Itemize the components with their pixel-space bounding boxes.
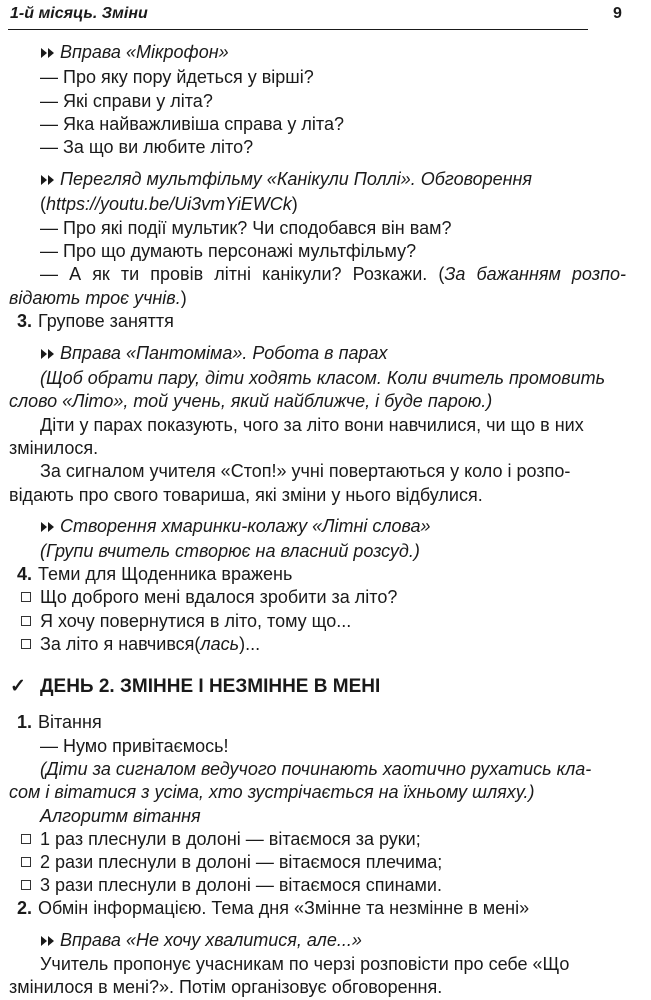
running-header-chapter: 1-й місяць. Зміни	[10, 5, 148, 22]
list-item: 2 рази плеснули в долоні — вітаємося плечима;	[21, 851, 442, 874]
checkbox-square-icon	[21, 857, 31, 867]
double-arrow-icon	[40, 516, 60, 539]
section-item-2: 2. Обмін інформацією. Тема дня «Змінне та незмінне в мені»	[17, 898, 530, 918]
list-item: 3 рази плеснули в долоні — вітаємося спинами.	[21, 874, 442, 897]
question-line: — За що ви любите літо?	[40, 137, 254, 157]
exercise-heading-film: Перегляд мультфільму «Канікули Поллі». Обговорення	[40, 168, 532, 191]
paragraph-line: змінилося.	[9, 438, 99, 458]
checkbox-square-icon	[21, 880, 31, 890]
header-rule	[8, 29, 588, 30]
video-link-line: (https://youtu.be/Ui3vmYiEWCk)	[40, 194, 298, 214]
instruction-line: сом і вітатися з усіма, хто зустрічається на їхньому шляху.)	[9, 782, 535, 802]
list-item: Я хочу повернутися в літо, тому що...	[21, 610, 351, 633]
checkbox-square-icon	[21, 639, 31, 649]
subheading: Алгоритм вітання	[40, 806, 201, 826]
instruction-line: (Щоб обрати пару, діти ходять класом. Коли вчитель промовить	[40, 368, 606, 388]
instruction-line: слово «Літо», той учень, який найближче, і буде парою.)	[9, 391, 493, 411]
section-item-1: 1. Вітання	[17, 712, 102, 732]
paragraph-line: За сигналом учителя «Стоп!» учні повертаються у коло і розпо-	[40, 461, 571, 481]
question-line-continued: відають троє учнів.)	[9, 288, 187, 308]
instruction-line: (Діти за сигналом ведучого починають хаотично рухатись кла-	[40, 759, 592, 779]
double-arrow-icon	[40, 169, 60, 192]
paragraph-line: відають про свого товариша, які зміни у нього відбулися.	[9, 485, 483, 505]
checkmark-icon: ✓	[10, 676, 26, 697]
exercise-heading-pantomime: Вправа «Пантоміма». Робота в парах	[40, 342, 388, 365]
section-item-4: 4. Теми для Щоденника вражень	[17, 564, 293, 584]
list-item: Що доброго мені вдалося зробити за літо?	[21, 586, 397, 609]
instruction-line: (Групи вчитель створює на власний розсуд.)	[40, 541, 420, 561]
paragraph-line: Учитель пропонує учасникам по черзі розповісти про себе «Що	[40, 954, 570, 974]
list-item: 1 раз плеснули в долоні — вітаємося за руки;	[21, 828, 421, 851]
question-line: — Які справи у літа?	[40, 91, 213, 111]
question-line: — А як ти провів літні канікули? Розкажи. (За бажанням розпо-	[40, 264, 626, 284]
exercise-heading-brag: Вправа «Не хочу хвалитися, але...»	[40, 929, 362, 952]
double-arrow-icon	[40, 42, 60, 65]
video-link[interactable]: https://youtu.be/Ui3vmYiEWCk	[46, 194, 292, 214]
day-heading: ✓ ДЕНЬ 2. ЗМІННЕ І НЕЗМІННЕ В МЕНІ	[10, 676, 381, 697]
question-line: — Про яку пору йдеться у вірші?	[40, 67, 314, 87]
list-item: За літо я навчився(лась)...	[21, 633, 260, 656]
page-number: 9	[613, 5, 622, 22]
checkbox-square-icon	[21, 834, 31, 844]
exercise-heading-cloud: Створення хмаринки-колажу «Літні слова»	[40, 515, 431, 538]
question-line: — Про що думають персонажі мультфільму?	[40, 241, 417, 261]
section-item-3: 3. Групове заняття	[17, 311, 174, 331]
double-arrow-icon	[40, 343, 60, 366]
exercise-heading-microphone: Вправа «Мікрофон»	[40, 41, 229, 64]
question-line: — Про які події мультик? Чи сподобався він вам?	[40, 218, 452, 238]
paragraph-line: Діти у парах показують, чого за літо вони навчилися, чи що в них	[40, 415, 584, 435]
checkbox-square-icon	[21, 616, 31, 626]
checkbox-square-icon	[21, 592, 31, 602]
paragraph-line: — Нумо привітаємось!	[40, 736, 229, 756]
double-arrow-icon	[40, 930, 60, 953]
question-line: — Яка найважливіша справа у літа?	[40, 114, 344, 134]
paragraph-line: змінилося в мені?». Потім організовує обговорення.	[9, 977, 443, 997]
